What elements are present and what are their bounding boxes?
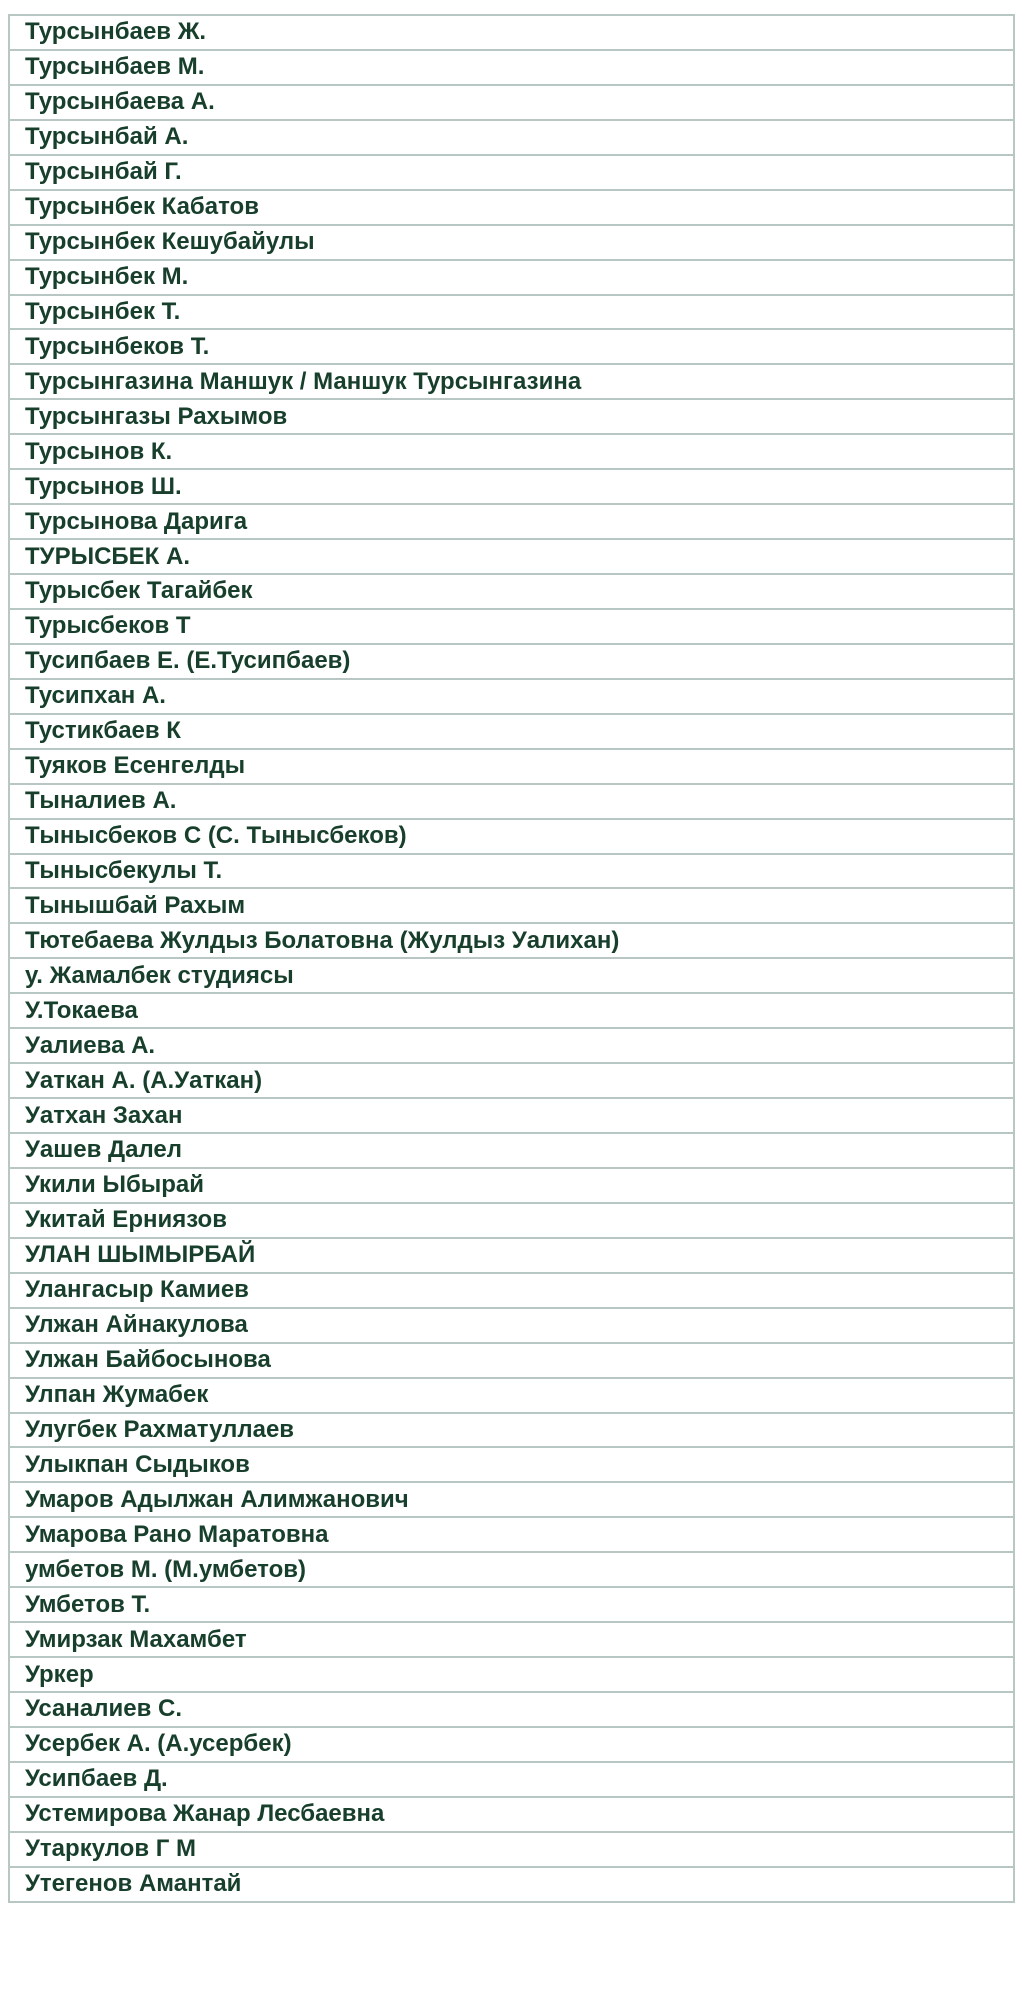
table-row: [8, 1239, 1015, 1274]
name-cell: Турсынбек Т.: [25, 297, 181, 325]
table-row: [8, 51, 1015, 86]
name-cell: Тустикбаев К: [25, 717, 181, 745]
name-cell: Умирзак Махамбет: [25, 1625, 247, 1653]
table-row: [8, 1344, 1015, 1379]
table-row: [8, 1309, 1015, 1344]
table-row: [8, 435, 1015, 470]
table-row: [8, 400, 1015, 435]
name-cell: Утаркулов Г М: [25, 1835, 197, 1863]
table-row: [8, 785, 1015, 820]
table-row: [8, 1658, 1015, 1693]
name-cell: Улугбек Рахматуллаев: [25, 1415, 295, 1443]
table-row: [8, 994, 1015, 1029]
name-cell: Усербек А. (А.усербек): [25, 1730, 292, 1758]
table-row: [8, 1518, 1015, 1553]
name-cell: Тынысбеков С (С. Тынысбеков): [25, 822, 407, 850]
name-cell: Турсынбаева А.: [25, 88, 215, 116]
name-cell: Улпан Жумабек: [25, 1381, 209, 1409]
table-row: [8, 86, 1015, 121]
table-row: [8, 1064, 1015, 1099]
name-cell: умбетов М. (М.умбетов): [25, 1555, 306, 1583]
name-cell: Турысбеков Т: [25, 612, 191, 640]
table-row: [8, 16, 1015, 51]
table-row: [8, 1693, 1015, 1728]
table-row: [8, 715, 1015, 750]
name-cell: Тынысбекулы Т.: [25, 856, 223, 884]
name-cell: Уашев Далел: [25, 1136, 183, 1164]
table-row: [8, 1204, 1015, 1239]
name-cell: Турсынов Ш.: [25, 472, 182, 500]
table-row: [8, 645, 1015, 680]
name-cell: У.Токаева: [25, 996, 138, 1024]
name-cell: Турсынгазы Рахымов: [25, 402, 288, 430]
name-cell: Умбетов Т.: [25, 1590, 151, 1618]
table-row: [8, 470, 1015, 505]
name-cell: Турсынбай Г.: [25, 158, 182, 186]
name-cell: Тусипбаев Е. (Е.Тусипбаев): [25, 647, 351, 675]
name-cell: Уркер: [25, 1660, 94, 1688]
name-cell: Турсынбаев М.: [25, 53, 205, 81]
name-cell: Улангасыр Камиев: [25, 1276, 249, 1304]
table-row: [8, 1868, 1015, 1903]
table-row: [8, 1169, 1015, 1204]
name-cell: у. Жамалбек студиясы: [25, 961, 294, 989]
name-cell: Усипбаев Д.: [25, 1765, 168, 1793]
name-cell: Укили Ыбырай: [25, 1171, 205, 1199]
name-cell: Турсынбаев Ж.: [25, 18, 207, 46]
table-row: [8, 330, 1015, 365]
table-row: [8, 1763, 1015, 1798]
table-row: [8, 261, 1015, 296]
name-cell: ТУРЫСБЕК А.: [25, 542, 190, 570]
name-cell: Улжан Айнакулова: [25, 1311, 248, 1339]
name-cell: Туяков Есенгелды: [25, 752, 246, 780]
table-row: [8, 680, 1015, 715]
name-cell: Укитай Ерниязов: [25, 1206, 227, 1234]
name-cell: Тыналиев А.: [25, 787, 177, 815]
name-cell: Утегенов Амантай: [25, 1870, 242, 1898]
name-cell: Усаналиев С.: [25, 1695, 183, 1723]
name-cell: Уалиева А.: [25, 1031, 156, 1059]
name-cell: УЛАН ШЫМЫРБАЙ: [25, 1241, 256, 1269]
name-list-table: [8, 14, 1015, 1903]
name-cell: Уатхан Захан: [25, 1101, 183, 1129]
table-row: [8, 1833, 1015, 1868]
table-row: [8, 924, 1015, 959]
name-cell: Турсынбеков Т.: [25, 332, 210, 360]
table-row: [8, 575, 1015, 610]
table-row: [8, 191, 1015, 226]
table-row: [8, 505, 1015, 540]
table-row: [8, 540, 1015, 575]
table-row: [8, 1379, 1015, 1414]
table-row: [8, 855, 1015, 890]
name-cell: Тынышбай Рахым: [25, 891, 246, 919]
table-row: [8, 296, 1015, 331]
table-row: [8, 1483, 1015, 1518]
name-cell: Турсынгазина Маншук / Маншук Турсынгазина: [25, 367, 582, 395]
name-cell: Тусипхан А.: [25, 682, 166, 710]
table-row: [8, 1099, 1015, 1134]
table-row: [8, 750, 1015, 785]
name-cell: Турсынбек Кабатов: [25, 193, 259, 221]
name-cell: Улыкпан Сыдыков: [25, 1450, 250, 1478]
table-row: [8, 1414, 1015, 1449]
table-row: [8, 1728, 1015, 1763]
table-row: [8, 1798, 1015, 1833]
table-row: [8, 820, 1015, 855]
table-row: [8, 889, 1015, 924]
name-cell: Улжан Байбосынова: [25, 1346, 271, 1374]
table-row: [8, 1553, 1015, 1588]
table-row: [8, 610, 1015, 645]
name-cell: Умаров Адылжан Алимжанович: [25, 1485, 409, 1513]
table-row: [8, 1274, 1015, 1309]
name-cell: Уаткан А. (А.Уаткан): [25, 1066, 263, 1094]
name-cell: Турсынова Дарига: [25, 507, 248, 535]
name-cell: Турсынбек М.: [25, 263, 189, 291]
name-cell: Устемирова Жанар Лесбаевна: [25, 1800, 385, 1828]
name-cell: Турсынбай А.: [25, 123, 189, 151]
table-row: [8, 959, 1015, 994]
name-cell: Тютебаева Жулдыз Болатовна (Жулдыз Уалихан): [25, 926, 620, 954]
table-row: [8, 365, 1015, 400]
table-row: [8, 1134, 1015, 1169]
table-row: [8, 156, 1015, 191]
table-row: [8, 1623, 1015, 1658]
table-row: [8, 121, 1015, 156]
table-row: [8, 1448, 1015, 1483]
table-row: [8, 1588, 1015, 1623]
table-row: [8, 1029, 1015, 1064]
name-cell: Турсынов К.: [25, 437, 173, 465]
table-row: [8, 226, 1015, 261]
name-cell: Турсынбек Кешубайулы: [25, 228, 315, 256]
name-cell: Турысбек Тагайбек: [25, 577, 253, 605]
name-cell: Умарова Рано Маратовна: [25, 1520, 329, 1548]
